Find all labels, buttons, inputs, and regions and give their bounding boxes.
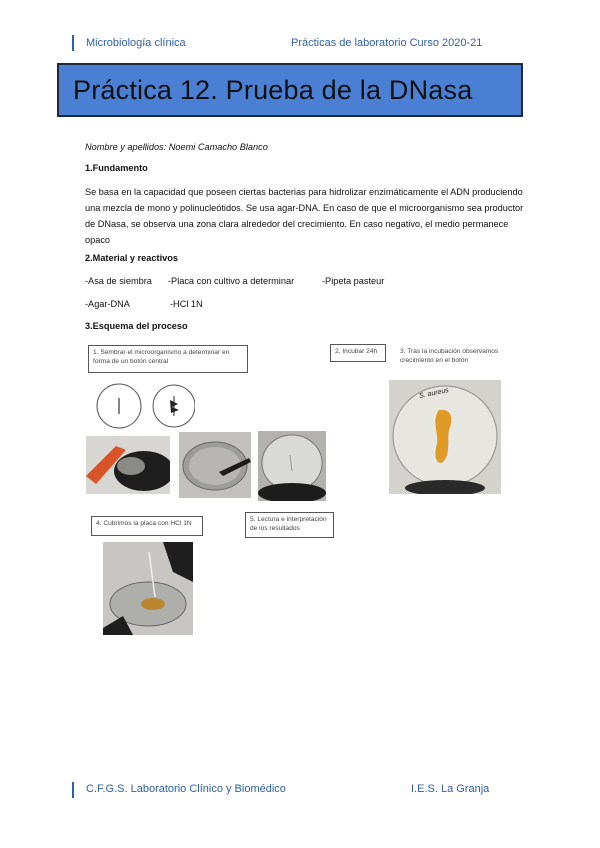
step-4-label: 4. Cubrimos la placa con HCl 1N <box>91 516 203 536</box>
photo-plate-growth <box>389 380 501 494</box>
header-term: Prácticas de laboratorio Curso 2020-21 <box>291 37 483 49</box>
page-title: Práctica 12. Prueba de la DNasa <box>73 74 473 105</box>
step-2-label: 2. Incubar 24h <box>330 344 386 362</box>
inoculated-plate-drawing <box>153 385 195 427</box>
material-item: -Placa con cultivo a determinar <box>168 276 295 286</box>
header-accent-bar <box>72 35 74 51</box>
photo-plate-streak <box>179 432 251 498</box>
material-item: -Asa de siembra <box>85 276 152 286</box>
photo-plate-incubated <box>258 431 326 501</box>
section-esquema-heading: 3.Esquema del proceso <box>85 321 188 331</box>
photo-inoculation <box>86 436 170 494</box>
material-item: -Pipeta pasteur <box>322 276 385 286</box>
page-title-box <box>57 63 523 117</box>
footer-program: C.F.G.S. Laboratorio Clínico y Biomédico <box>86 783 286 795</box>
plate-drawings <box>95 382 195 430</box>
student-name: Nombre y apellidos: Noemi Camacho Blanco <box>85 142 268 152</box>
section-fundamento-text: Se basa en la capacidad que poseen ciertas bacterias para hidrolizar enzimáticamente el ADN produciendo una mezcla de mono y polinucleótidos. Se usa agar-DNA. En caso de que el microorganismo sea productor de DNasa, se observa una zona clara alrededor del crecimiento. En caso negativo, el medio permanece opaco <box>85 187 524 245</box>
header-course: Microbiología clínica <box>86 37 186 49</box>
footer-accent-bar <box>72 782 74 798</box>
section-fundamento-heading: 1.Fundamento <box>85 163 148 173</box>
step-5-label: 5. Lectura e interpretación de los resultados <box>245 512 334 538</box>
step-3-label: 3. Tras la incubación observamos crecimiento en el botón <box>395 344 508 370</box>
section-material-heading: 2.Material y reactivos <box>85 253 178 263</box>
step-1-label: 1. Sembrar el microorganismo a determinar en forma de un botón central <box>88 345 248 373</box>
plate-handwritten-label: S. aureus <box>418 386 450 401</box>
empty-plate-drawing <box>97 384 141 428</box>
material-item: -Agar-DNA <box>85 299 130 309</box>
material-item: -HCl 1N <box>170 299 203 309</box>
photo-hcl-cover <box>103 542 193 635</box>
footer-school: I.E.S. La Granja <box>411 783 490 795</box>
